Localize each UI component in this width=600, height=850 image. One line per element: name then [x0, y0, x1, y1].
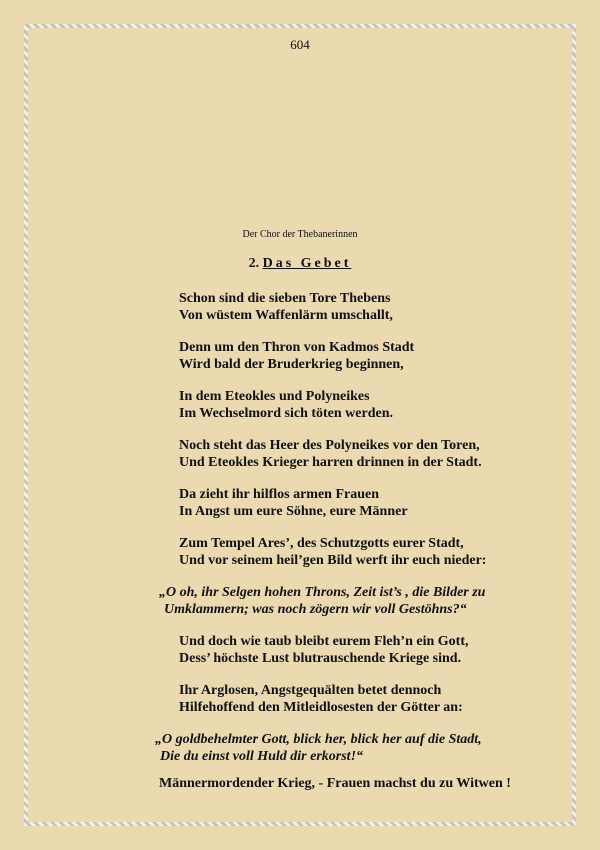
poem-line-16: Dess’ höchste Lust blutrauschende Kriege sind. [179, 651, 462, 666]
poem-line-1: Schon sind die sieben Tore Thebens [179, 291, 391, 306]
page-number: 604 [290, 37, 310, 52]
poem-line-20: Die du einst voll Huld dir erkorst!“ [160, 749, 364, 764]
poem-line-13: „O oh, ihr Selgen hohen Throns, Zeit ist’s , die Bilder zu [159, 585, 486, 600]
poem-line-21: Männermordender Krieg, - Frauen machst du zu Witwen ! [159, 776, 511, 791]
poem-line-14: Umklammern; was noch zögern wir voll Gestöhns?“ [164, 602, 467, 617]
poem-line-7: Noch steht das Heer des Polyneikes vor den Toren, [179, 438, 480, 453]
poem-line-5: In dem Eteokles und Polyneikes [179, 389, 370, 404]
poem-line-12: Und vor seinem heil’gen Bild werft ihr euch nieder: [179, 553, 487, 568]
poem-line-3: Denn um den Thron von Kadmos Stadt [179, 340, 415, 355]
poem-line-19: „O goldbehelmter Gott, blick her, blick her auf die Stadt, [155, 732, 482, 747]
poem-line-18: Hilfehoffend den Mitleidlosesten der Götter an: [179, 700, 463, 715]
poem-line-17: Ihr Arglosen, Angstgequälten betet dennoch [179, 683, 442, 698]
section-title-text: Das Gebet [262, 256, 352, 271]
poem-line-4: Wird bald der Bruderkrieg beginnen, [179, 357, 404, 372]
poem-line-9: Da zieht ihr hilflos armen Frauen [179, 487, 380, 502]
poem-line-6: Im Wechselmord sich töten werden. [179, 406, 393, 421]
section-title [0, 256, 600, 272]
poem-line-11: Zum Tempel Ares’, des Schutzgotts eurer Stadt, [179, 536, 464, 551]
chorus-label: Der Chor der Thebanerinnen [242, 229, 358, 240]
poem-line-2: Von wüstem Waffenlärm umschallt, [179, 308, 393, 323]
poem-line-10: In Angst um eure Söhne, eure Männer [179, 504, 408, 519]
section-number: 2. [248, 256, 260, 271]
poem-line-8: Und Eteokles Krieger harren drinnen in der Stadt. [179, 455, 482, 470]
poem-line-15: Und doch wie taub bleibt eurem Fleh’n ein Gott, [179, 634, 469, 649]
